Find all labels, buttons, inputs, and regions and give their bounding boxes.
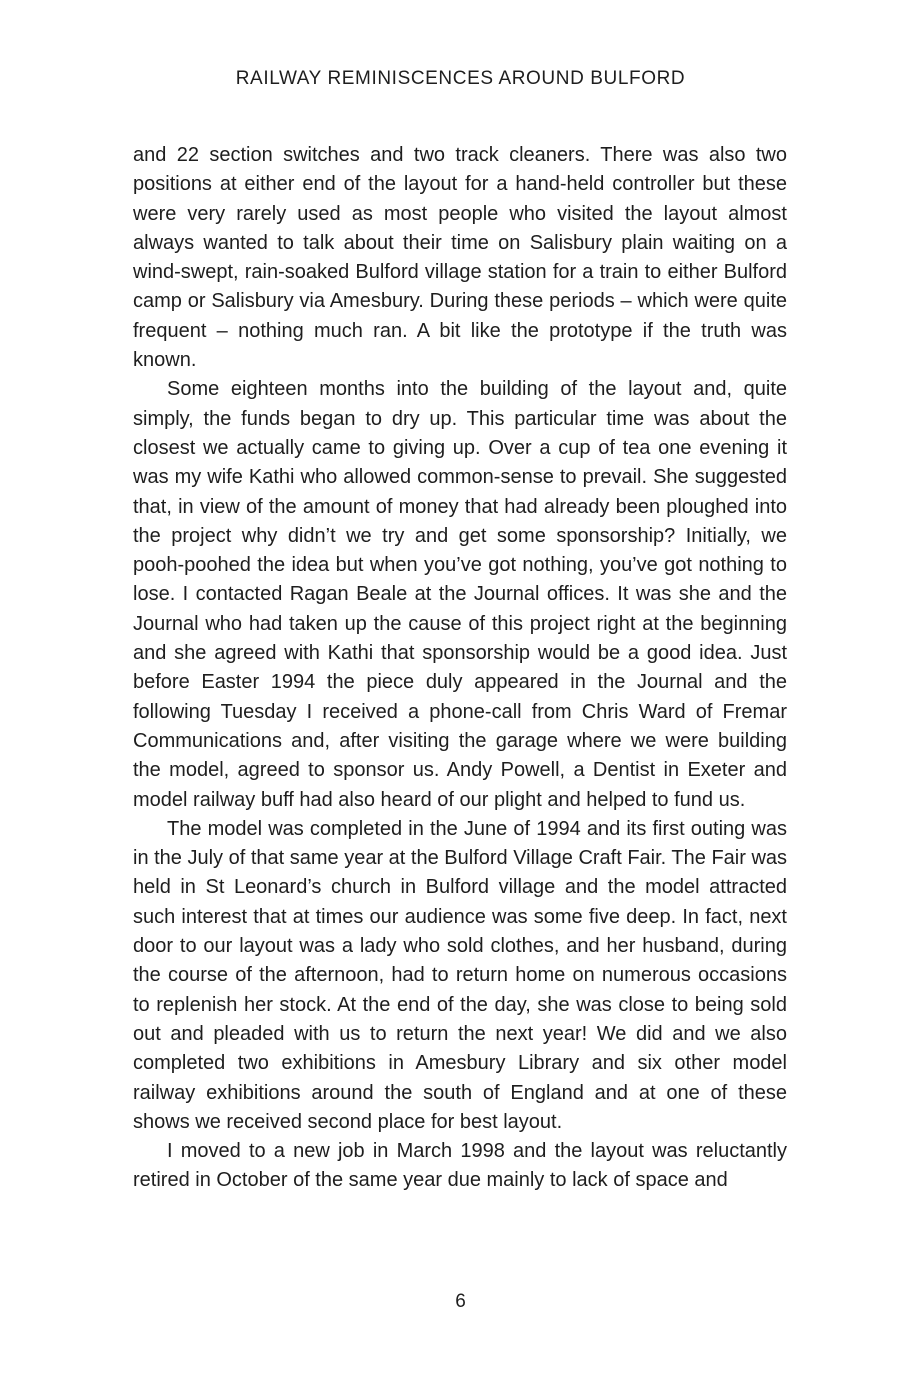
paragraph: and 22 section switches and two track cleaners. There was also two positions at either end of the layout for a hand-held controller but these were very rarely used as most people who visited the layout almost always wanted to talk about their time on Salisbury plain waiting on a wind-swept, rain-soaked Bulford village station for a train to either Bulford camp or Salisbury via Amesbury. During these periods – which were quite frequent – nothing much ran. A bit like the prototype if the truth was known. bbox=[133, 144, 787, 372]
paragraph: Some eighteen months into the building of the layout and, quite simply, the funds began to dry up. This particular time was about the closest we actually came to giving up. Over a cup of tea one evening it was my wife Kathi who allowed common-sense to prevail. She suggested that, in view of the amount of money that had already been ploughed into the project why didn’t we try and get some sponsorship? Initially, we pooh-poohed the idea but when you’ve got nothing, you’ve got nothing to lose. I contacted Ragan Beale at the Journal offices. It was she and the Journal who had taken up the cause of this project right at the beginning and she agreed with Kathi that sponsorship would be a good idea. Just before Easter 1994 the piece duly appeared in the Journal and the following Tuesday I received a phone-call from Chris Ward of Fremar Communications and, after visiting the garage where we were building the model, agreed to sponsor us. Andy Powell, a Dentist in Exeter and model railway buff had also heard of our plight and helped to fund us. bbox=[133, 378, 787, 811]
body-text bbox=[133, 141, 787, 1196]
paragraph: I moved to a new job in March 1998 and the layout was reluctantly retired in October of the same year due mainly to lack of space and bbox=[133, 1140, 787, 1192]
page-number: 6 bbox=[455, 1291, 466, 1312]
paragraph: The model was completed in the June of 1994 and its first outing was in the July of that same year at the Bulford Village Craft Fair. The Fair was held in St Leonard’s church in Bulford village and the model attracted such interest that at times our audience was some five deep. In fact, next door to our layout was a lady who sold clothes, and her husband, during the course of the afternoon, had to return home on numerous occasions to replenish her stock. At the end of the day, she was close to being sold out and pleaded with us to return the next year! We did and we also completed two exhibitions in Amesbury Library and six other model railway exhibitions around the south of England and at one of these shows we received second place for best layout. bbox=[133, 817, 788, 1133]
running-header: RAILWAY REMINISCENCES AROUND BULFORD bbox=[235, 68, 686, 89]
